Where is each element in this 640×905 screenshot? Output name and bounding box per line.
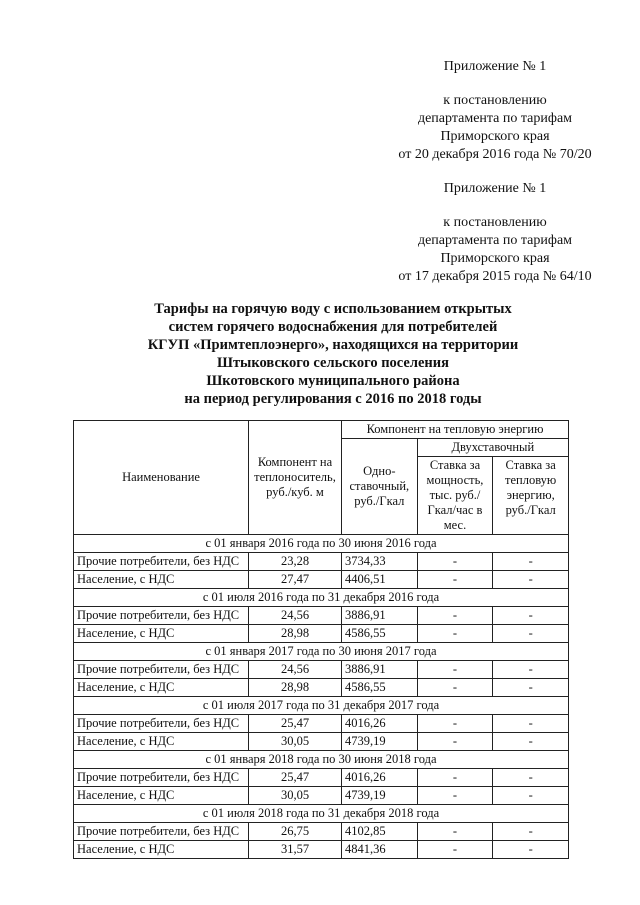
power-rate-value: - bbox=[417, 625, 493, 643]
appendix-title: Приложение № 1 bbox=[443, 59, 547, 74]
header-power-rate: Ставка за мощность, тыс. руб./Гкал/час в мес. bbox=[417, 457, 493, 535]
table-row bbox=[74, 733, 569, 751]
table-row bbox=[74, 607, 569, 625]
energy-rate-value: - bbox=[493, 769, 569, 787]
energy-rate-value: - bbox=[493, 823, 569, 841]
energy-rate-value: - bbox=[493, 787, 569, 805]
period-row bbox=[74, 535, 569, 553]
one-rate-value: 4739,19 bbox=[342, 787, 418, 805]
consumer-name: Прочие потребители, без НДС bbox=[74, 607, 249, 625]
water-component-value: 26,75 bbox=[249, 823, 342, 841]
table-row bbox=[74, 625, 569, 643]
power-rate-value: - bbox=[417, 769, 493, 787]
power-rate-value: - bbox=[417, 661, 493, 679]
one-rate-value: 3886,91 bbox=[342, 661, 418, 679]
energy-rate-value: - bbox=[493, 625, 569, 643]
table-row bbox=[74, 553, 569, 571]
period-row bbox=[74, 643, 569, 661]
table-row bbox=[74, 679, 569, 697]
period-row bbox=[74, 751, 569, 769]
title-line: Шкотовского муниципального района bbox=[206, 373, 460, 389]
period-label: с 01 января 2016 года по 30 июня 2016 года bbox=[74, 535, 569, 553]
one-rate-value: 4016,26 bbox=[342, 715, 418, 733]
energy-rate-value: - bbox=[493, 553, 569, 571]
consumer-name: Население, с НДС bbox=[74, 625, 249, 643]
power-rate-value: - bbox=[417, 715, 493, 733]
appendix-line: от 17 декабря 2015 года № 64/10 bbox=[398, 269, 592, 284]
water-component-value: 31,57 bbox=[249, 841, 342, 859]
appendix-line: департамента по тарифам bbox=[417, 233, 573, 248]
one-rate-value: 3734,33 bbox=[342, 553, 418, 571]
appendix-block-current bbox=[370, 58, 620, 164]
one-rate-value: 3886,91 bbox=[342, 607, 418, 625]
power-rate-value: - bbox=[417, 733, 493, 751]
water-component-value: 27,47 bbox=[249, 571, 342, 589]
power-rate-value: - bbox=[417, 841, 493, 859]
one-rate-value: 4739,19 bbox=[342, 733, 418, 751]
one-rate-value: 4016,26 bbox=[342, 769, 418, 787]
water-component-value: 24,56 bbox=[249, 661, 342, 679]
energy-rate-value: - bbox=[493, 607, 569, 625]
header-water-component: Компонент на теплоноситель, руб./куб. м bbox=[249, 421, 342, 535]
water-component-value: 24,56 bbox=[249, 607, 342, 625]
period-label: с 01 июля 2016 года по 31 декабря 2016 года bbox=[74, 589, 569, 607]
power-rate-value: - bbox=[417, 679, 493, 697]
water-component-value: 28,98 bbox=[249, 679, 342, 697]
consumer-name: Население, с НДС bbox=[74, 571, 249, 589]
consumer-name: Население, с НДС bbox=[74, 787, 249, 805]
power-rate-value: - bbox=[417, 823, 493, 841]
consumer-name: Прочие потребители, без НДС bbox=[74, 715, 249, 733]
period-label: с 01 июля 2017 года по 31 декабря 2017 года bbox=[74, 697, 569, 715]
title-line: на период регулирования с 2016 по 2018 годы bbox=[184, 391, 482, 407]
appendix-line: Приморского края bbox=[440, 129, 550, 144]
period-row bbox=[74, 805, 569, 823]
table-row bbox=[74, 823, 569, 841]
consumer-name: Прочие потребители, без НДС bbox=[74, 553, 249, 571]
water-component-value: 30,05 bbox=[249, 787, 342, 805]
water-component-value: 25,47 bbox=[249, 769, 342, 787]
appendix-title: Приложение № 1 bbox=[443, 181, 547, 196]
period-label: с 01 января 2018 года по 30 июня 2018 года bbox=[74, 751, 569, 769]
power-rate-value: - bbox=[417, 607, 493, 625]
one-rate-value: 4586,55 bbox=[342, 679, 418, 697]
table-row bbox=[74, 571, 569, 589]
energy-rate-value: - bbox=[493, 571, 569, 589]
title-line: КГУП «Примтеплоэнерго», находящихся на территории bbox=[147, 337, 519, 353]
table-row bbox=[74, 715, 569, 733]
consumer-name: Население, с НДС bbox=[74, 679, 249, 697]
tariff-table bbox=[73, 420, 569, 859]
period-row bbox=[74, 697, 569, 715]
one-rate-value: 4841,36 bbox=[342, 841, 418, 859]
water-component-value: 28,98 bbox=[249, 625, 342, 643]
header-energy-rate: Ставка за тепловую энергию, руб./Гкал bbox=[493, 457, 569, 535]
title-line: Штыковского сельского поселения bbox=[217, 355, 449, 371]
water-component-value: 30,05 bbox=[249, 733, 342, 751]
table-row bbox=[74, 841, 569, 859]
header-two-rate: Двухставочный bbox=[417, 439, 568, 457]
title-line: систем горячего водоснабжения для потребителей bbox=[168, 319, 498, 335]
appendix-line: к постановлению bbox=[443, 93, 547, 108]
water-component-value: 25,47 bbox=[249, 715, 342, 733]
power-rate-value: - bbox=[417, 553, 493, 571]
table-row bbox=[74, 769, 569, 787]
consumer-name: Население, с НДС bbox=[74, 733, 249, 751]
tariff-table-body bbox=[74, 535, 569, 859]
energy-rate-value: - bbox=[493, 661, 569, 679]
power-rate-value: - bbox=[417, 571, 493, 589]
consumer-name: Прочие потребители, без НДС bbox=[74, 823, 249, 841]
energy-rate-value: - bbox=[493, 715, 569, 733]
header-one-rate: Одно-ставочный, руб./Гкал bbox=[342, 439, 418, 535]
table-row bbox=[74, 661, 569, 679]
appendix-block-original bbox=[370, 180, 620, 286]
appendix-line: Приморского края bbox=[440, 251, 550, 266]
appendix-line: к постановлению bbox=[443, 215, 547, 230]
appendix-line: от 20 декабря 2016 года № 70/20 bbox=[398, 147, 592, 162]
consumer-name: Прочие потребители, без НДС bbox=[74, 661, 249, 679]
table-row bbox=[74, 787, 569, 805]
consumer-name: Население, с НДС bbox=[74, 841, 249, 859]
period-label: с 01 января 2017 года по 30 июня 2017 года bbox=[74, 643, 569, 661]
energy-rate-value: - bbox=[493, 841, 569, 859]
period-row bbox=[74, 589, 569, 607]
energy-rate-value: - bbox=[493, 733, 569, 751]
one-rate-value: 4406,51 bbox=[342, 571, 418, 589]
period-label: с 01 июля 2018 года по 31 декабря 2018 года bbox=[74, 805, 569, 823]
power-rate-value: - bbox=[417, 787, 493, 805]
header-name: Наименование bbox=[74, 421, 249, 535]
water-component-value: 23,28 bbox=[249, 553, 342, 571]
consumer-name: Прочие потребители, без НДС bbox=[74, 769, 249, 787]
title-line: Тарифы на горячую воду с использованием открытых bbox=[154, 301, 512, 317]
one-rate-value: 4102,85 bbox=[342, 823, 418, 841]
energy-rate-value: - bbox=[493, 679, 569, 697]
one-rate-value: 4586,55 bbox=[342, 625, 418, 643]
appendix-line: департамента по тарифам bbox=[417, 111, 573, 126]
header-heat-component: Компонент на тепловую энергию bbox=[342, 421, 569, 439]
document-title bbox=[60, 300, 606, 408]
